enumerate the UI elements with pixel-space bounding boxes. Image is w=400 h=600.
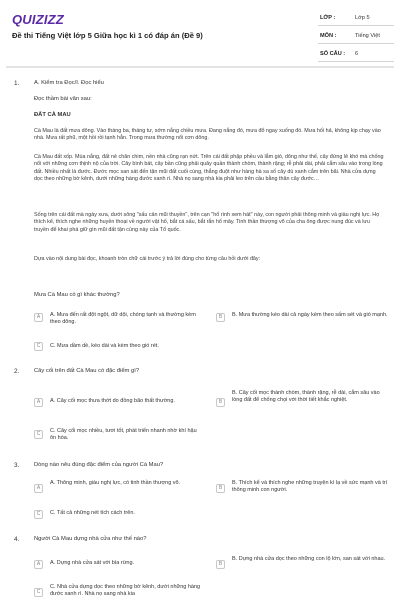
- question-3-number: 3.: [14, 462, 20, 469]
- meta-row-subject: [318, 30, 394, 44]
- q1-option-c-text: C. Mưa dầm dề, kéo dài và kèm theo gió rét.: [50, 343, 159, 349]
- q4-option-c-box[interactable]: C: [34, 588, 43, 597]
- q1-option-c-box[interactable]: C: [34, 342, 43, 351]
- question-4-text: Người Cà Mau dựng nhà cửa như thế nào?: [34, 536, 147, 542]
- question-3-text: Dòng nào nêu đúng đặc điểm của người Cà Mau?: [34, 462, 164, 468]
- passage-paragraph-1: Cà Mau là đất mưa dông. Vào tháng ba, tháng tư, sớm nắng chiều mưa. Đang nắng đó, mưa đổ ngay xuống đó. Mưa hối hả, không kịp chạy vào nhà. Mưa rất phũ, một hồi rồi tạnh hẳn. Trong mưa thường nổi cơn dông.: [34, 128, 381, 142]
- meta-row-class: [318, 12, 394, 26]
- q2-option-b-box[interactable]: B: [216, 398, 225, 407]
- q3-option-c-box[interactable]: C: [34, 510, 43, 519]
- meta-row-count: [318, 48, 394, 62]
- q1-option-a-text: A. Mưa đến rất đột ngột, dữ dội, chóng tạnh và thường kèm theo dông.: [50, 312, 196, 326]
- question-4-number: 4.: [14, 536, 20, 543]
- q2-option-b-text: B. Cây cối mọc thành chòm, thành rặng, rễ dài, cắm sâu vào lòng đất để chống chọi với thời tiết khắc nghiệt.: [232, 390, 380, 404]
- q3-option-b-text: B. Thích kể và thích nghe những truyện kì lạ về sức mạnh và trí thông minh con người.: [232, 480, 388, 494]
- question-1-section-title: A. Kiểm tra Đọc/I. Đọc hiểu: [34, 80, 104, 86]
- question-1-text: Mưa Cà Mau có gì khác thường?: [34, 292, 120, 298]
- passage-title: ĐẤT CÀ MAU: [34, 112, 71, 118]
- q1-option-b-box[interactable]: B: [216, 313, 225, 322]
- meta-label-class: LỚP :: [320, 15, 336, 21]
- page-title: Đề thi Tiếng Việt lớp 5 Giữa học kì 1 có đáp án (Đề 9): [12, 31, 203, 40]
- page-header: [0, 0, 400, 66]
- q3-option-c-text: C. Tất cả những nét tích cách trên.: [50, 510, 135, 516]
- meta-value-subject: Tiếng Việt: [355, 33, 380, 39]
- q4-option-b-text: B. Dựng nhà cửa dọc theo những con lộ lớn, san sát với nhau.: [232, 556, 386, 562]
- meta-label-count: SỐ CÂU :: [320, 51, 346, 57]
- passage-paragraph-2: Cà Mau đất xốp. Mùa nắng, đất nẻ chân chim, nền nhà cũng rạn nứt. Trên cái đất phập phều và lắm gió, dông như thế, cây đứng lẻ khó mà chống nổi với những cơn thịnh nộ của trời. Cây bình bát, cây bần cũng phải quây quần thành chòm, thành rặng; rễ phải dài, phải cắm sâu vào trong lòng đất. Nhiều nhất là đước. Đước mọc san sát đến tận mũi đất cuối cùng, thẳng đuột như hàng hà sa số cây dù xanh cắm trên bãi. Nhà cửa dựng dọc theo những bờ kênh, dưới những hàng đước xanh rì. Nhà nọ sang nhà kia phải leo trên cầu bằng thân cây đước…: [34, 154, 384, 183]
- quizizz-logo: QUIZIZZ: [12, 12, 64, 27]
- q3-option-a-text: A. Thông minh, giàu nghị lực, có tinh thần thượng võ.: [50, 480, 181, 486]
- q3-option-a-box[interactable]: A: [34, 484, 43, 493]
- question-2-text: Cây cối trên đất Cà Mau có đặc điểm gì?: [34, 368, 140, 374]
- q2-option-a-box[interactable]: A: [34, 398, 43, 407]
- question-2-number: 2.: [14, 368, 20, 375]
- q2-option-c-box[interactable]: C: [34, 430, 43, 439]
- q1-option-b-text: B. Mưa thường kéo dài cả ngày kèm theo sấm sét và gió mạnh.: [232, 312, 388, 318]
- meta-label-subject: MÔN :: [320, 33, 337, 39]
- q4-option-a-text: A. Dựng nhà cửa sát với bìa rừng.: [50, 560, 135, 566]
- meta-table: [318, 12, 394, 66]
- q1-option-a-box[interactable]: A: [34, 313, 43, 322]
- question-1-instruction: Đọc thầm bài văn sau:: [34, 96, 92, 102]
- passage-instruction: Dựa vào nội dung bài đọc, khoanh tròn chữ cái trước ý trả lời đúng cho từng câu hỏi dưới đây:: [34, 256, 261, 262]
- q2-option-a-text: A. Cây cối mọc thưa thớt do đồng bão thất thường.: [50, 398, 175, 404]
- q4-option-c-text: C. Nhà cửa dựng dọc theo những bờ kênh, dưới những hàng đước xanh rì. Nhà nọ sang nhà kia: [50, 584, 201, 598]
- q4-option-b-box[interactable]: B: [216, 560, 225, 569]
- header-divider: [6, 66, 394, 68]
- q2-option-c-text: C. Cây cối mọc nhiều, tươi tốt, phát triển nhanh nhờ khí hậu ôn hòa.: [50, 428, 197, 442]
- question-1-number: 1.: [14, 80, 20, 87]
- q4-option-a-box[interactable]: A: [34, 560, 43, 569]
- passage-paragraph-3: Sống trên cái đất mà ngày xưa, dưới sông "sấu cản mũi thuyền", trên cạn "hổ rình xem hát" này, con người phải thông minh và giàu nghị lực. Họ thích kể, thích nghe những huyền thoại về người vật hổ, bắt cá sấu, bắt rắn hổ mây. Tinh thần thượng võ của cha ông được nung đúc và lưu truyền để khai phá giữ gìn mũi đất tận cùng này của Tổ quốc.: [34, 212, 380, 233]
- q3-option-b-box[interactable]: B: [216, 484, 225, 493]
- meta-value-class: Lớp 5: [355, 15, 370, 21]
- meta-value-count: 6: [355, 51, 359, 57]
